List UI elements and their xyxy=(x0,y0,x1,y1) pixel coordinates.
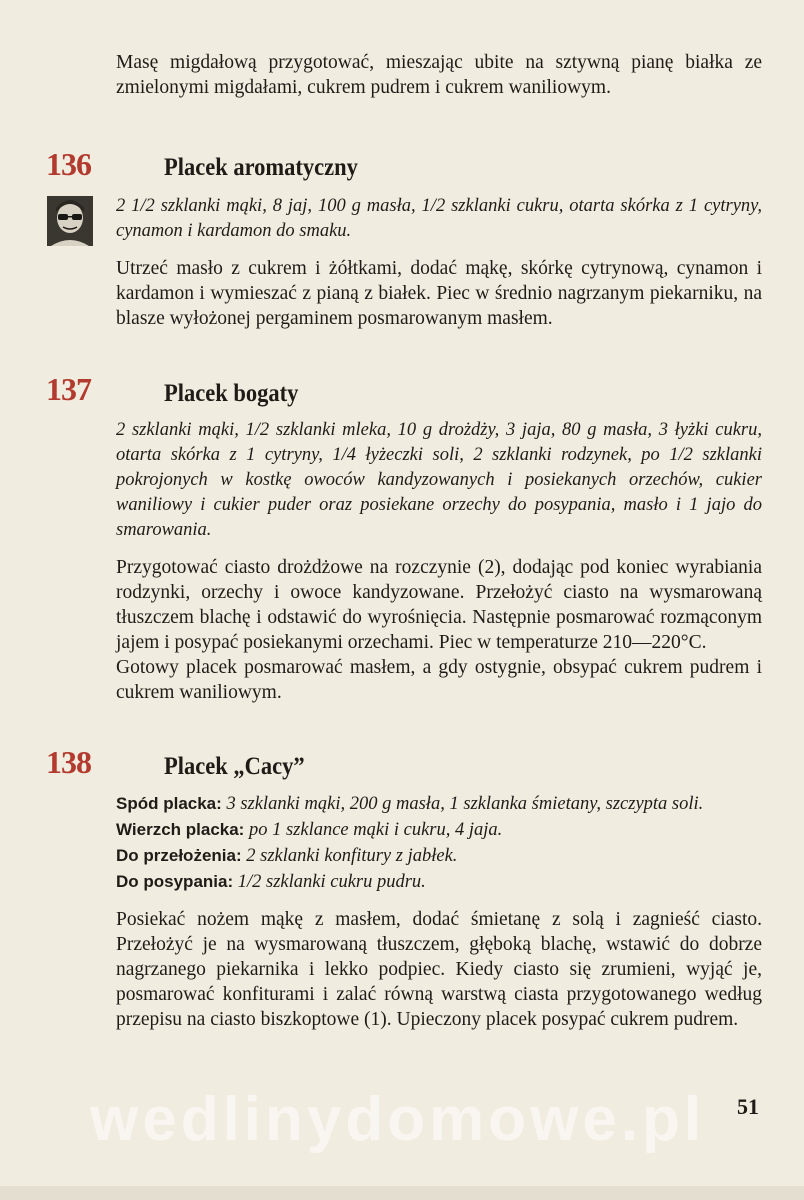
page-bottom-edge xyxy=(0,1186,804,1200)
recipe-138-part xyxy=(116,843,762,869)
recipe-136-body xyxy=(116,194,762,331)
intro-paragraph: Masę migdałową przygotować, mieszając ubite na sztywną pianę białka ze zmielonymi migdałami, cukrem pudrem i cukrem waniliowym. xyxy=(116,52,762,98)
recipe-number-136: 136 xyxy=(46,146,91,182)
recipe-137-ingredients: 2 szklanki mąki, 1/2 szklanki mleka, 10 g drożdży, 3 jaja, 80 g masła, 3 łyżki cukru, otarta skórka z 1 cytryny, 1/4 łyżeczki soli, 2 szklanki rodzynek, po 1/2 szklanki pokrojonych w kostkę owoców kandyzowanych i posiekanych orzechów, cukier waniliowy i cukier puder oraz posiekane orzechy do posypania, masło i 1 jajo do smarowania. xyxy=(116,420,762,540)
part-label: Wierzch placka: xyxy=(116,820,245,839)
recipe-138-part xyxy=(116,817,762,843)
part-label: Do przełożenia: xyxy=(116,846,242,865)
recipe-138-part xyxy=(116,791,762,817)
recipe-number-137: 137 xyxy=(46,371,91,407)
recipe-title-137: Placek bogaty xyxy=(164,380,299,407)
recipe-136-method: Utrzeć masło z cukrem i żółtkami, dodać mąkę, skórkę cytrynową, cynamon i kardamon i wymieszać z pianą z białek. Piec w średnio nagrzanym piekarniku, na blasze wyłożonej pergaminem posmarowanym masłem. xyxy=(116,258,762,329)
part-value: 3 szklanki mąki, 200 g masła, 1 szklanka śmietany, szczypta soli. xyxy=(226,794,704,814)
part-value: 2 szklanki konfitury z jabłek. xyxy=(246,846,458,866)
recipe-title-136: Placek aromatyczny xyxy=(164,154,358,181)
recipe-138-part xyxy=(116,869,762,895)
watermark-text: wedlinydomowe.pl xyxy=(90,1085,706,1154)
recipe-137-method: Przygotować ciasto drożdżowe na rozczynie (2), dodając pod koniec wyrabiania rodzynki, orzechy i owoce kandyzowane. Przełożyć ciasto na wysmarowaną tłuszczem blachę i odstawić do wyrośnięcia. Następnie posmarować rozmąconym jajem i posypać posiekanymi orzechami. Piec w temperaturze 210—220°C. xyxy=(116,557,762,653)
recipe-138-body xyxy=(116,791,762,1032)
recipe-137-body xyxy=(116,418,762,705)
part-value: 1/2 szklanki cukru pudru. xyxy=(237,872,426,892)
recipe-138-method: Posiekać nożem mąkę z masłem, dodać śmietanę z solą i zagnieść ciasto. Przełożyć je na wysmarowaną tłuszczem, głęboką blachę, wstawić do dobrze nagrzanego piekarnika i lekko podpiec. Kiedy ciasto się zrumieni, wyjąć je, posmarować konfiturami i zalać równą warstwą ciasta przygotowanego według przepisu na ciasto biszkoptowe (1). Upieczony placek posypać cukrem pudrem. xyxy=(116,909,762,1030)
recipe-136-ingredients: 2 1/2 szklanki mąki, 8 jaj, 100 g masła, 1/2 szklanki cukru, otarta skórka z 1 cytryny, cynamon i kardamon do smaku. xyxy=(116,196,762,241)
chef-portrait-icon xyxy=(47,196,93,246)
part-value: po 1 szklance mąki i cukru, 4 jaja. xyxy=(248,820,503,840)
part-label: Spód placka: xyxy=(116,794,222,813)
intro-section xyxy=(116,50,762,100)
recipe-title-138: Placek „Cacy” xyxy=(164,753,305,780)
part-label: Do posypania: xyxy=(116,872,234,891)
recipe-137-method-final: Gotowy placek posmarować masłem, a gdy ostygnie, obsypać cukrem pudrem i cukrem waniliowym. xyxy=(116,657,762,703)
page-number: 51 xyxy=(737,1094,759,1119)
recipe-number-138: 138 xyxy=(46,744,91,780)
